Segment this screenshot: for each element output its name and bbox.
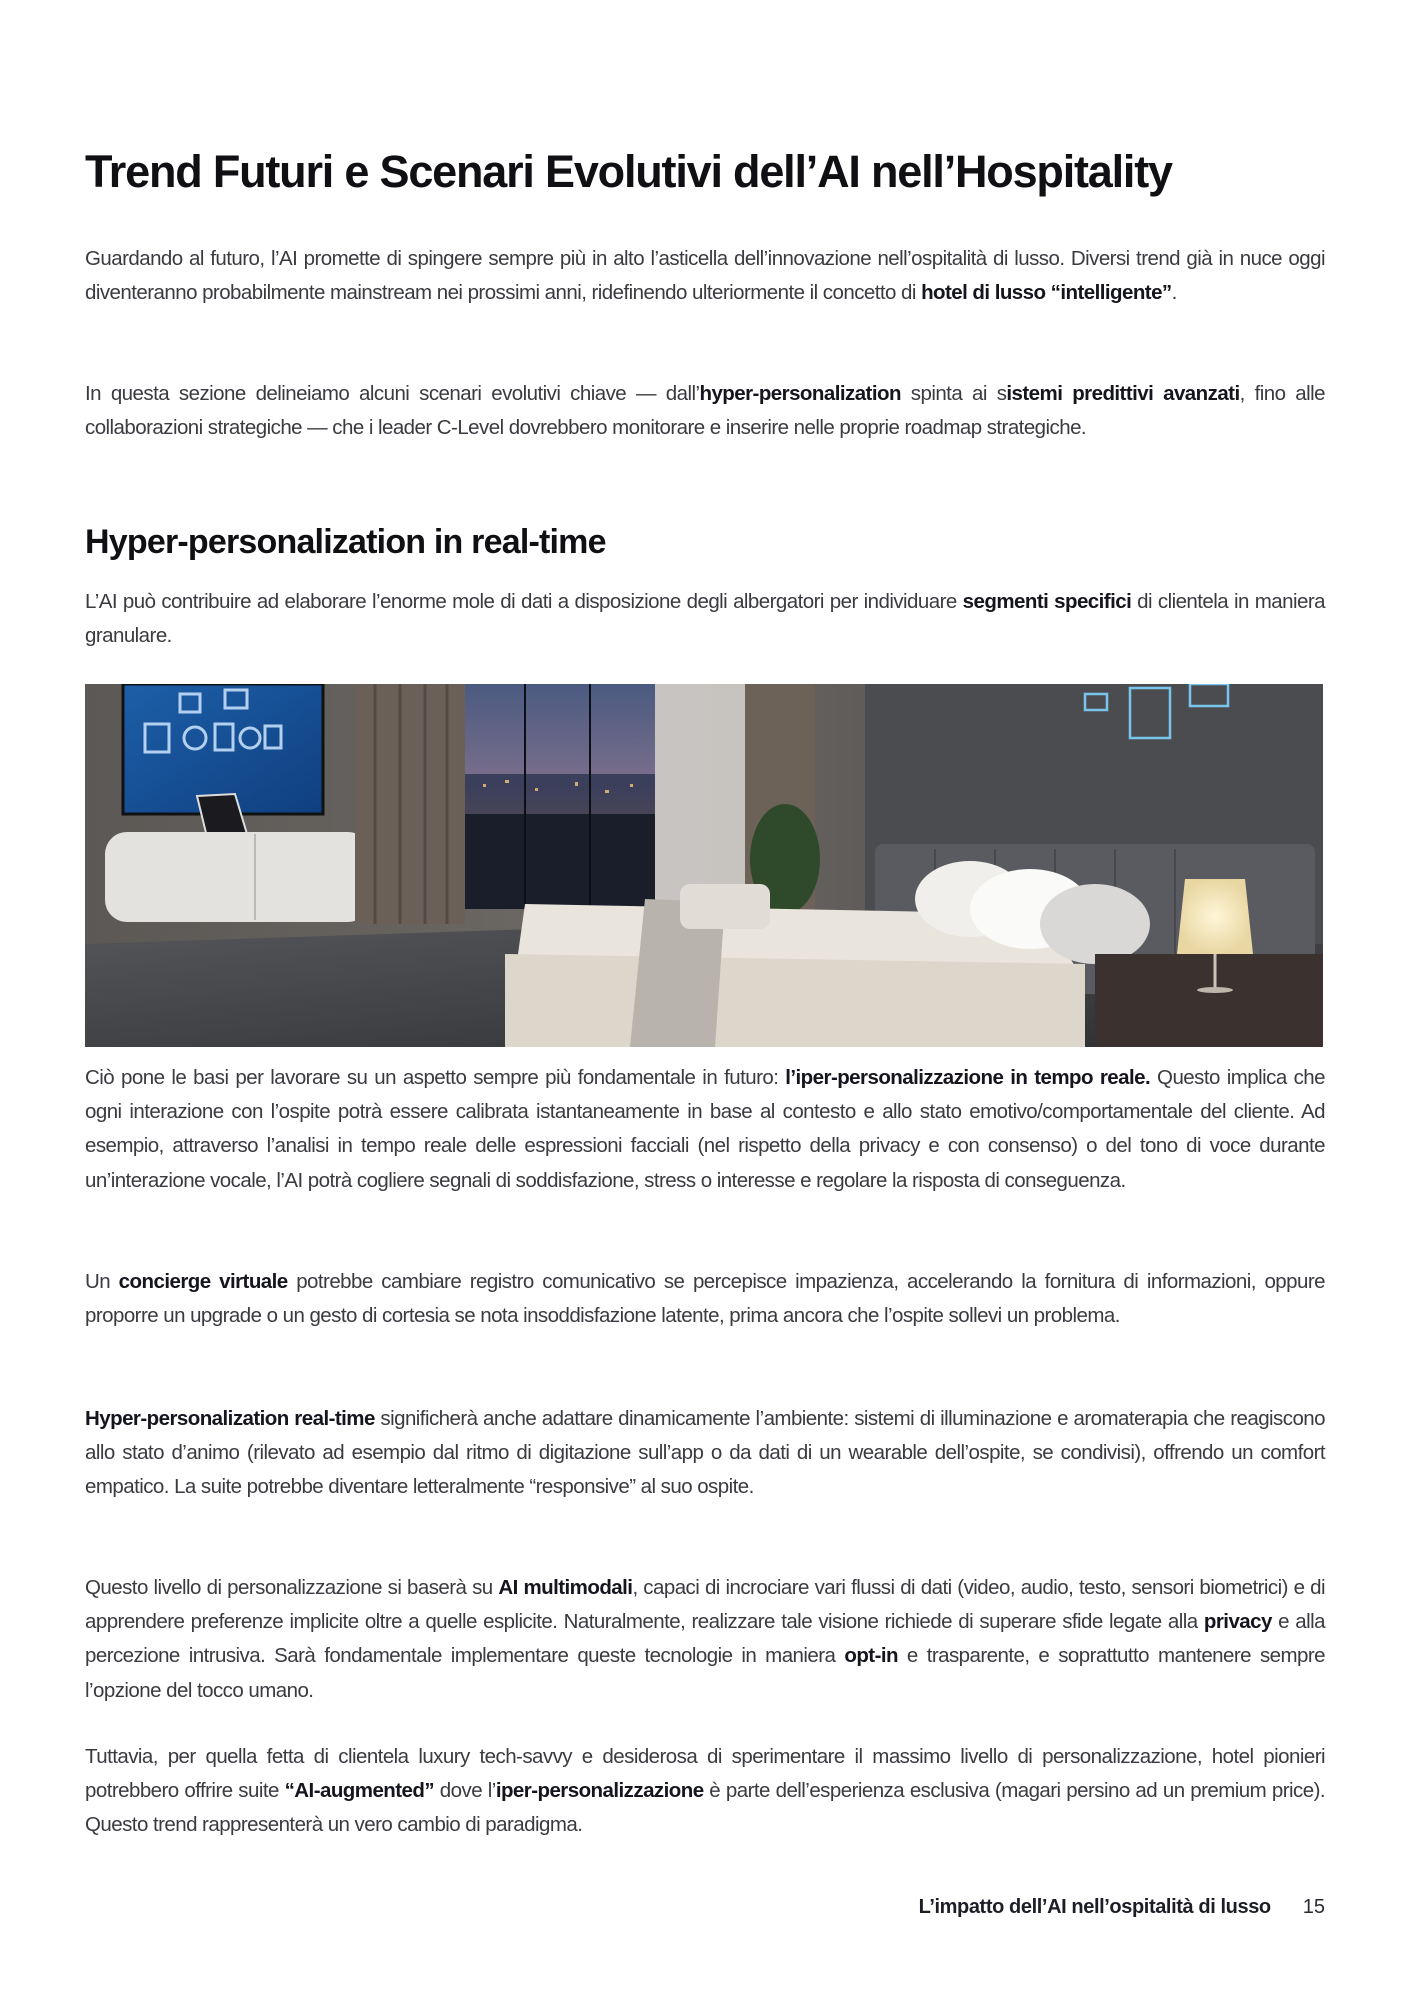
section-paragraph-4: Hyper-personalization real-time significherà anche adattare dinamicamente l’ambiente: sistemi di illuminazione e aromaterapia che reagiscono allo stato d’animo (rilevato ad esempio dal ritmo di digitazione sull’app o da dati di un wearable dell’ospite, se condivisi), offrendo un comfort empatico. La suite potrebbe diventare letteralmente “responsive” al suo ospite.	[85, 1407, 1326, 1499]
page-number: 15	[1302, 1896, 1325, 1918]
section-paragraph-2: Ciò pone le basi per lavorare su un aspetto sempre più fondamentale in futuro: l’iper-personalizzazione in tempo reale. Questo implica che ogni interazione con l’ospite potrà essere calibrata istantaneamente in base al contesto e allo stato emotivo/comportamentale del cliente. Ad esempio, attraverso l’analisi in tempo reale delle espressioni facciali (nel rispetto della privacy e con consenso) o del tono di voce durante un’interazione vocale, l’AI potrà cogliere segnali di soddisfazione, stress o interesse e regolare la risposta di conseguenza.	[85, 1066, 1326, 1192]
hotel-room-illustration	[85, 684, 1323, 1047]
footer-title: L’impatto dell’AI nell’ospitalità di lusso	[918, 1896, 1271, 1918]
section-paragraph-3: Un concierge virtuale potrebbe cambiare registro comunicativo se percepisce impazienza, accelerando la fornitura di informazioni, oppure proporre un upgrade o un gesto di cortesia se nota insoddisfazione latente, prima ancora che l’ospite sollevi un problema.	[85, 1270, 1325, 1328]
section-paragraph-1: L’AI può contribuire ad elaborare l’enorme mole di dati a disposizione degli albergatori per individuare segmenti specifici di clientela in maniera granulare.	[85, 590, 1325, 648]
hotel-room-image	[85, 684, 1323, 1047]
bold-hotel-intelligente: hotel di lusso “intelligente”	[921, 281, 1172, 305]
section-paragraph-6: Tuttavia, per quella fetta di clientela luxury tech-savvy e desiderosa di sperimentare il massimo livello di personalizzazione, hotel pionieri potrebbero offrire suite “AI-augmented” dove l’iper-personalizzazione è parte dell’esperienza esclusiva (magari persino ad un premium price). Questo trend rappresenterà un vero cambio di paradigma.	[85, 1745, 1326, 1837]
section-paragraph-5: Questo livello di personalizzazione si baserà su AI multimodali, capaci di incrociare vari flussi di dati (video, audio, testo, sensori biometrici) e di apprendere preferenze implicite oltre a quelle esplicite. Naturalmente, realizzare tale visione richiede di superare sfide legate alla privacy e alla percezione intrusiva. Sarà fondamentale implementare queste tecnologie in maniera opt-in e trasparente, e soprattutto mantenere sempre l’opzione del tocco umano.	[85, 1576, 1326, 1702]
intro-paragraph-2: In questa sezione delineiamo alcuni scenari evolutivi chiave — dall’hyper-personalization spinta ai sistemi predittivi avanzati, fino alle collaborazioni strategiche — che i leader C-Level dovrebbero monitorare e inserire nelle proprie roadmap strategiche.	[85, 382, 1325, 440]
page-title: Trend Futuri e Scenari Evolutivi dell’AI nell’Hospitality	[85, 146, 1172, 197]
intro-paragraph-1: Guardando al futuro, l’AI promette di spingere sempre più in alto l’asticella dell’innovazione nell’ospitalità di lusso. Diversi trend già in nuce oggi diventeranno probabilmente mainstream nei prossimi anni, ridefinendo ulteriormente il concetto di hotel di lusso “intelligente”.	[85, 247, 1325, 305]
page-footer	[919, 1896, 1325, 1919]
section-heading: Hyper-personalization in real-time	[85, 523, 606, 561]
